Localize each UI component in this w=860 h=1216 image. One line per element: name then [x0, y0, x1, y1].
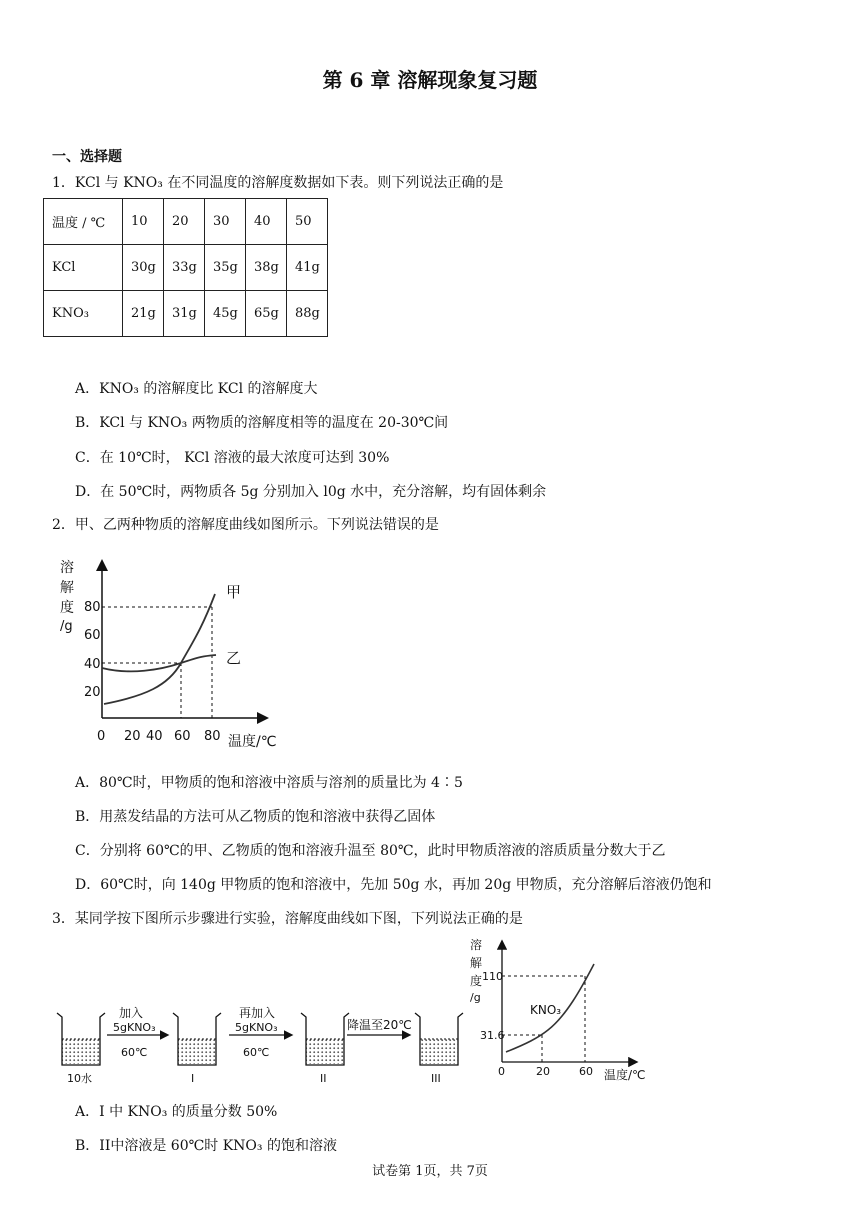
y-axis-label: 解	[470, 956, 483, 970]
table-cell: 88g	[287, 291, 328, 337]
table-cell: 30g	[123, 245, 164, 291]
step-label: 60℃	[121, 1046, 148, 1059]
q2-option-b: B．用蒸发结晶的方法可从乙物质的饱和溶液中获得乙固体	[75, 809, 436, 825]
y-axis-label: 溶	[470, 938, 483, 952]
q2-option-a: A．80℃时，甲物质的饱和溶液中溶质与溶剂的质量比为 4∶5	[75, 775, 463, 791]
y-axis-label: /g	[470, 991, 481, 1004]
y-axis-label: 度	[470, 974, 483, 988]
beaker-icon	[173, 1013, 221, 1065]
q3-option-a: A．I 中 KNO₃ 的质量分数 50%	[75, 1104, 278, 1120]
step-label: 降温至20℃	[347, 1018, 412, 1032]
x-tick-label: 20	[536, 1065, 550, 1078]
step-label: 再加入	[239, 1006, 276, 1020]
table-row	[44, 291, 328, 337]
table-cell: 41g	[287, 245, 328, 291]
question-3-stem: 3．某同学按下图所示步骤进行实验，溶解度曲线如下图，下列说法正确的是	[52, 911, 523, 927]
table-cell: 31g	[164, 291, 205, 337]
x-tick-label: 0	[97, 729, 106, 744]
section-heading: 一、选择题	[52, 149, 122, 165]
kno3-solubility-graph	[466, 934, 656, 1084]
question-2-stem: 2．甲、乙两种物质的溶解度曲线如图所示。下列说法错误的是	[52, 517, 439, 533]
step-label: 5gKNO₃	[235, 1021, 278, 1034]
y-axis-label: /g	[60, 619, 73, 634]
beaker-label: 10水	[67, 1072, 92, 1085]
experiment-steps-diagram	[45, 995, 465, 1090]
table-cell: KCl	[44, 245, 123, 291]
y-tick-label: 110	[482, 970, 503, 983]
y-tick-label: 40	[84, 657, 101, 672]
step-label: 加入	[119, 1006, 144, 1020]
series-label-yi: 乙	[226, 649, 242, 667]
q1-option-d: D．在 50℃时，两物质各 5g 分别加入 l0g 水中，充分溶解，均有固体剩余	[75, 484, 547, 500]
q3-option-b: B．II中溶液是 60℃时 KNO₃ 的饱和溶液	[75, 1138, 337, 1154]
curve-label: KNO₃	[530, 1003, 562, 1017]
x-tick-label: 0	[498, 1065, 505, 1078]
table-cell: 20	[164, 199, 205, 245]
table-header-row	[44, 199, 328, 245]
table-row	[44, 245, 328, 291]
page-title: 第 6 章 溶解现象复习题	[322, 68, 538, 92]
y-tick-label: 80	[84, 600, 101, 615]
table-cell: 65g	[246, 291, 287, 337]
x-tick-label: 60	[174, 729, 191, 744]
x-tick-label: 80	[204, 729, 221, 744]
y-axis-label: 度	[60, 600, 74, 616]
step-label: 60℃	[243, 1046, 270, 1059]
series-label-jia: 甲	[226, 583, 242, 601]
question-1-stem: 1．KCl 与 KNO₃ 在不同温度的溶解度数据如下表。则下列说法正确的是	[52, 175, 504, 191]
table-cell: 30	[205, 199, 246, 245]
q1-option-a: A．KNO₃ 的溶解度比 KCl 的溶解度大	[75, 381, 318, 397]
table-cell: 35g	[205, 245, 246, 291]
page-footer: 试卷第 1页，共 7页	[372, 1164, 488, 1179]
table-cell: 50	[287, 199, 328, 245]
beaker-icon	[415, 1013, 463, 1065]
curve-jia	[104, 594, 215, 704]
y-tick-label: 31.6	[480, 1029, 505, 1042]
q2-option-c: C．分别将 60℃的甲、乙物质的饱和溶液升温至 80℃，此时甲物质溶液的溶质质量分数大于乙	[75, 843, 666, 859]
beaker-label: I	[191, 1072, 195, 1085]
x-axis-label: 温度/℃	[228, 734, 277, 750]
x-tick-label: 20	[124, 729, 141, 744]
x-axis-label: 温度/℃	[604, 1068, 646, 1082]
q1-option-b: B．KCl 与 KNO₃ 两物质的溶解度相等的温度在 20-30℃间	[75, 415, 449, 431]
q1-option-c: C．在 10℃时， KCl 溶液的最大浓度可达到 30%	[75, 450, 390, 466]
beaker-icon	[301, 1013, 349, 1065]
x-tick-label: 40	[146, 729, 163, 744]
table-cell: 温度 / ℃	[44, 199, 123, 245]
table-cell: 40	[246, 199, 287, 245]
y-tick-label: 20	[84, 685, 101, 700]
step-label: 5gKNO₃	[113, 1021, 156, 1034]
solubility-table	[43, 198, 328, 337]
beaker-label: II	[320, 1072, 327, 1085]
beaker-icon	[57, 1013, 105, 1065]
solubility-curve-graph-q2	[50, 550, 290, 755]
table-cell: 38g	[246, 245, 287, 291]
table-cell: 33g	[164, 245, 205, 291]
beaker-label: III	[431, 1072, 441, 1085]
x-tick-label: 60	[579, 1065, 593, 1078]
y-axis-label: 溶	[60, 560, 74, 576]
y-axis-label: 解	[60, 580, 74, 596]
table-cell: 21g	[123, 291, 164, 337]
table-cell: KNO₃	[44, 291, 123, 337]
table-cell: 45g	[205, 291, 246, 337]
y-tick-label: 60	[84, 628, 101, 643]
q2-option-d: D．60℃时，向 140g 甲物质的饱和溶液中，先加 50g 水，再加 20g 甲物质，充分溶解后溶液仍饱和	[75, 877, 712, 893]
table-cell: 10	[123, 199, 164, 245]
